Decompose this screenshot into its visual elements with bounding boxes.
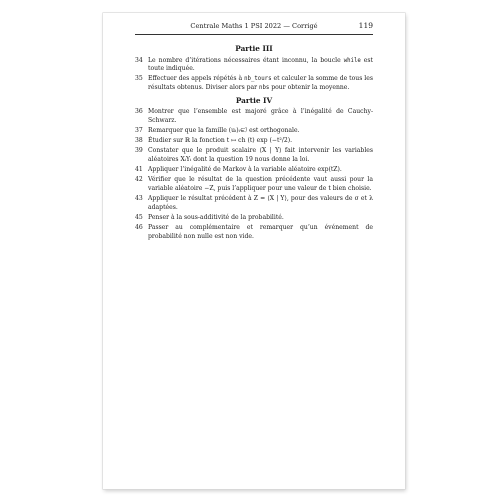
hint-text-part: est toute indiquée. [148,56,373,73]
hint-text-part: Passer au complémentaire et remarquer qu’un événement de probabilité non nulle est non vide. [148,224,373,240]
hint-number: 36 [135,108,143,116]
hint-text [148,195,373,212]
hint-text-part: Appliquer le résultat précédent à Z = ⟨X | Y⟩, pour des valeurs de σ et λ adaptées. [148,195,373,211]
section-title: Partie III [235,44,273,53]
hint-text-part: pour obtenir la moyenne. [269,83,350,91]
hint-number: 46 [135,224,143,232]
hint-text [148,75,373,92]
book-page [103,13,405,489]
hint-item [135,108,373,125]
hint-item [135,166,373,175]
code-text: nbs [259,84,270,91]
hint-text-part: Remarquer que la famille (uᵢ)ᵢ∈ℐ est orthogonale. [148,126,300,134]
header-title: Centrale Maths 1 PSI 2022 — Corrigé [190,22,318,30]
hint-number: 45 [135,213,143,221]
hint-item [135,176,373,193]
hint-text-part: Appliquer l’inégalité de Markov à la variable aléatoire exp(tZ). [148,166,342,174]
hint-text [148,108,373,125]
hint-item [135,214,373,223]
hint-text-part: Constater que le produit scalaire ⟨X | Y⟩ fait intervenir les variables aléatoires XᵢYᵢ dont la question 19 nous donne la loi. [148,147,373,163]
hint-text [148,127,373,136]
hint-text [148,214,373,223]
hint-item [135,137,373,146]
hint-item [135,147,373,164]
hint-text-part: Effectuer des appels répétés à [148,75,245,83]
page-number: 119 [358,21,373,30]
hint-number: 37 [135,126,143,134]
hint-text-part: Le nombre d’itérations nécessaires étant inconnu, la boucle [148,56,344,64]
hint-text-part: Montrer que l’ensemble est majoré grâce à l’inégalité de Cauchy-Schwarz. [148,108,373,124]
hint-item [135,75,373,92]
hint-number: 39 [135,147,143,155]
hint-text [148,166,373,175]
hint-text [148,224,373,241]
hint-item [135,57,373,74]
hint-item [135,195,373,212]
code-text: nb_tours [244,76,272,83]
hints-content [135,41,373,243]
section-title: Partie IV [235,95,273,105]
hint-text-part: Étudier sur ℝ la fonction t ↦ ch (t) exp (−t²/2). [148,137,293,145]
hint-text-part: Vérifier que le résultat de la question précédente vaut aussi pour la variable aléatoire −Z, puis l’appliquer pour une valeur de t bien choisie. [148,176,373,192]
hint-number: 43 [135,195,143,203]
hint-number: 42 [135,176,143,184]
code-text: while [343,57,361,64]
hint-number: 34 [135,56,143,64]
hint-number: 41 [135,166,143,174]
hint-item [135,127,373,136]
hint-number: 35 [135,75,143,83]
hint-item [135,224,373,241]
hint-text-part: Penser à la sous-additivité de la probabilité. [148,213,284,221]
running-header [135,20,373,35]
hint-text [148,57,373,74]
hint-number: 38 [135,137,143,145]
hint-text [148,147,373,164]
hint-text [148,137,373,146]
hint-text-part: et calculer la somme de tous les résultats obtenus. Diviser alors par [148,75,373,91]
hint-text [148,176,373,193]
